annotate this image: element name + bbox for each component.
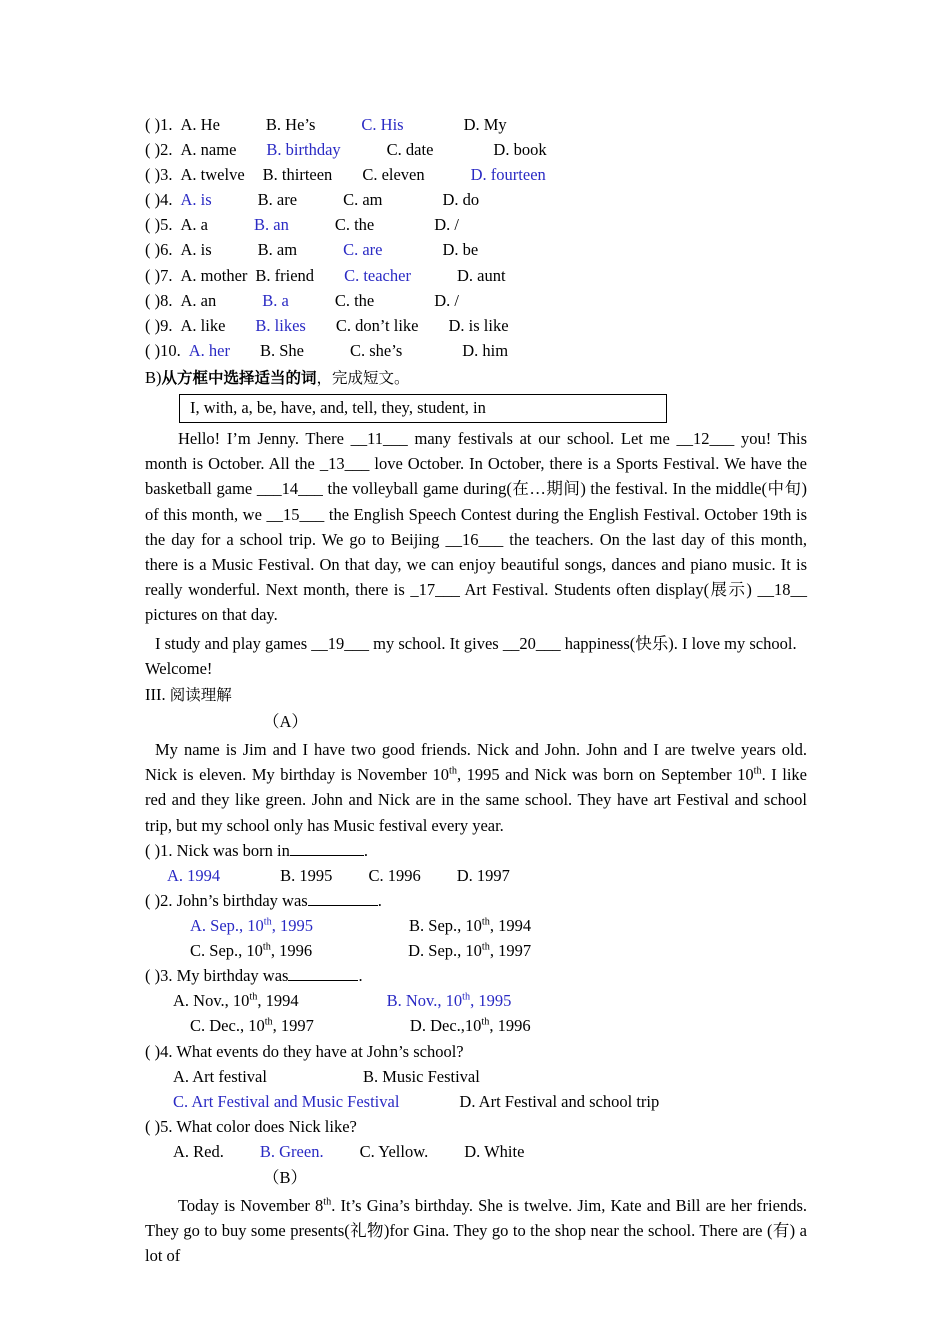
mc-row-1 (145, 112, 807, 137)
question-number: ( )3. (145, 966, 173, 986)
word-bank-list: I, with, a, be, have, and, tell, they, student, in (190, 397, 486, 417)
mc-option-d[interactable]: D. / (434, 215, 460, 235)
part-b-instruction-cn-1: 从方框中 (161, 368, 224, 387)
mc-option-a[interactable]: A. a (180, 215, 208, 235)
option-b[interactable]: B. 1995 (280, 865, 333, 885)
mc-option-a[interactable]: A. name (180, 140, 237, 160)
option-c[interactable]: C. Dec., 10th, 1997 (190, 1016, 314, 1036)
mc-option-c[interactable]: C. teacher (344, 265, 411, 285)
option-d[interactable]: D. Dec.,10th, 1996 (409, 1016, 531, 1036)
answer-blank[interactable] (290, 841, 364, 856)
question-stem: John’s birthday was (176, 890, 308, 910)
mc-option-d[interactable]: D. be (442, 240, 479, 260)
passage-a-question-3 (145, 963, 807, 988)
page-content (145, 112, 807, 1269)
passage-b-text (145, 1193, 807, 1269)
option-a[interactable]: A. Sep., 10th, 1995 (190, 916, 313, 936)
passage-b-text-2: . It’s Gina’s birthday. She is twelve. Jim, Kate and Bill are her friends. They go to buy some presents(礼物)for Gina. They go to the shop near the school. There are (有) a lot of (145, 1196, 807, 1266)
mc-number: ( )9. (145, 315, 173, 335)
mc-option-a[interactable]: A. He (180, 115, 220, 134)
passage-a-question-1-options (145, 863, 807, 888)
mc-option-a[interactable]: A. her (188, 340, 230, 360)
section-three-heading (145, 682, 807, 708)
question-stem: Nick was born in (176, 840, 290, 860)
option-d[interactable]: D. Art Festival and school trip (459, 1091, 660, 1111)
passage-a-question-5-options (145, 1139, 807, 1164)
word-bank-box (179, 394, 667, 423)
option-a[interactable]: A. 1994 (167, 865, 221, 885)
option-a[interactable]: A. Art festival (173, 1066, 267, 1086)
mc-number: ( )5. (145, 215, 173, 235)
part-b-prefix: B) (145, 367, 162, 387)
option-d[interactable]: D. Sep., 10th, 1997 (408, 941, 532, 961)
option-a[interactable]: A. Red. (173, 1141, 224, 1161)
mc-option-b[interactable]: B. are (257, 190, 298, 210)
question-stem-end: . (358, 966, 363, 986)
mc-option-c[interactable]: C. am (343, 190, 383, 210)
mc-option-b[interactable]: B. a (262, 290, 289, 310)
mc-option-c[interactable]: C. the (334, 290, 375, 310)
passage-a-label: （A） (263, 711, 308, 731)
option-b[interactable]: B. Music Festival (362, 1066, 480, 1086)
mc-option-a[interactable]: A. is (180, 240, 212, 260)
mc-option-b[interactable]: B. She (259, 340, 304, 360)
mc-option-d[interactable]: D. book (493, 140, 547, 160)
mc-option-c[interactable]: C. eleven (362, 165, 425, 185)
mc-option-a[interactable]: A. is (180, 190, 212, 210)
mc-number: ( )7. (145, 265, 173, 285)
question-stem-end: . (377, 890, 382, 910)
passage-a-question-3-options-row1 (145, 988, 807, 1013)
question-number: ( )4. (145, 1041, 173, 1061)
mc-row-6 (145, 237, 807, 262)
option-b[interactable]: B. Sep., 10th, 1994 (409, 916, 532, 936)
mc-option-c[interactable]: C. are (343, 240, 383, 260)
mc-row-7 (145, 263, 807, 288)
mc-option-c[interactable]: C. she’s (350, 340, 403, 360)
passage-a-question-2-options-row1 (145, 913, 807, 938)
part-b-instruction-cn-2: ，完成短文。 (316, 368, 410, 387)
section-three-number: III. (145, 684, 166, 704)
question-number: ( )5. (145, 1116, 173, 1136)
passage-a-text (145, 737, 807, 838)
mc-row-2 (145, 137, 807, 162)
option-c[interactable]: C. Sep., 10th, 1996 (190, 941, 313, 961)
cloze-paragraph-1: Hello! I’m Jenny. There __11___ many festivals at our school. Let me __12___ you! This month is October. All the _13___ love October. In October, there is a Sports Festival. We have the basketball game ___14___ the volleyball game during(在…期间) the festival. In the middle(中旬) of this month, we __15___ the English Speech Contest during the English Festival. October 19th is the day for a school trip. We go to Beijing __16___ the teachers. On the last day of this month, there is a Music Festival. On that day, we can enjoy beautiful songs, dances and piano music. It is really wonderful. Next month, there is _17___ Art Festival. Students often display(展示) __18__ pictures on that day. (145, 428, 807, 625)
mc-option-d[interactable]: D. My (463, 115, 507, 134)
mc-number: ( )2. (145, 140, 173, 160)
mc-row-3 (145, 162, 807, 187)
mc-option-d[interactable]: D. fourteen (470, 165, 546, 185)
mc-option-c[interactable]: C. the (334, 215, 375, 235)
passage-a-sup-2: th (753, 765, 762, 777)
mc-number: ( )10. (145, 340, 181, 360)
passage-b-sup-1: th (323, 1196, 332, 1208)
option-c[interactable]: C. 1996 (368, 865, 421, 885)
question-stem: What color does Nick like? (176, 1116, 357, 1136)
mc-number: ( )8. (145, 290, 173, 310)
passage-a-question-5 (145, 1114, 807, 1139)
mc-row-8 (145, 288, 807, 313)
question-number: ( )2. (145, 890, 173, 910)
passage-a-sup-1: th (448, 765, 457, 777)
mc-number: ( )1. (145, 115, 173, 134)
option-c[interactable]: C. Art Festival and Music Festival (173, 1091, 400, 1111)
mc-row-9 (145, 313, 807, 338)
passage-a-question-4 (145, 1039, 807, 1064)
passage-a-question-2-options-row2 (145, 938, 807, 963)
answer-blank[interactable] (308, 891, 378, 906)
passage-b-label: （B） (263, 1168, 308, 1187)
mc-option-d[interactable]: D. / (434, 290, 460, 310)
passage-a-question-3-options-row2 (145, 1013, 807, 1038)
question-number: ( )1. (145, 840, 173, 860)
mc-option-b[interactable]: B. an (254, 215, 289, 235)
part-b-instruction-cn-bold: 选择适当的词 (223, 368, 317, 387)
mc-option-c[interactable]: C. His (361, 115, 404, 134)
mc-option-a[interactable]: A. an (180, 290, 217, 310)
passage-b-text-1: Today is November 8 (178, 1196, 324, 1215)
question-stem: What events do they have at John’s school? (176, 1041, 464, 1061)
part-b-instruction (145, 365, 807, 391)
mc-option-b[interactable]: B. likes (255, 315, 306, 335)
answer-blank[interactable] (288, 966, 358, 981)
mc-option-c[interactable]: C. don’t like (335, 315, 419, 335)
mc-option-a[interactable]: A. twelve (180, 165, 245, 185)
mc-row-10 (145, 338, 807, 363)
passage-a-question-2 (145, 888, 807, 913)
mc-number: ( )4. (145, 190, 173, 210)
mc-number: ( )3. (145, 165, 173, 185)
mc-option-a[interactable]: A. mother (180, 265, 248, 285)
passage-a-question-1 (145, 838, 807, 863)
mc-option-d[interactable]: D. do (442, 190, 480, 210)
mc-option-d[interactable]: D. him (462, 340, 509, 360)
passage-a-question-4-options-row1 (145, 1064, 807, 1089)
mc-option-b[interactable]: B. thirteen (262, 165, 333, 185)
mc-option-a[interactable]: A. like (180, 315, 226, 335)
passage-a-text-1: My name is Jim and I have two good friends. Nick and John. John and I are twelve years old. Nick is eleven. My birthday is November 10 (145, 739, 807, 785)
mc-row-4 (145, 187, 807, 212)
option-d[interactable]: D. White (464, 1141, 525, 1161)
option-a[interactable]: A. Nov., 10th, 1994 (173, 991, 299, 1011)
question-stem: My birthday was (176, 966, 289, 986)
mc-row-5 (145, 212, 807, 237)
multiple-choice-section (145, 112, 807, 363)
passage-a-text-3: . I like red and they like green. John and Nick are in the same school. They have art Festival and school trip, but my school only has Music festival every year. (145, 765, 807, 835)
mc-option-d[interactable]: D. aunt (456, 265, 506, 285)
cloze-paragraph-2: I study and play games __19___ my school. It gives __20___ happiness(快乐). I love my school. Welcome! (145, 633, 797, 678)
option-d[interactable]: D. 1997 (456, 865, 510, 885)
option-c[interactable]: C. Yellow. (359, 1141, 429, 1161)
mc-option-b[interactable]: B. birthday (266, 140, 341, 160)
option-b[interactable]: B. Nov., 10th, 1995 (386, 991, 512, 1011)
mc-option-b[interactable]: B. He’s (265, 115, 316, 134)
mc-option-d[interactable]: D. is like (448, 315, 509, 335)
mc-option-b[interactable]: B. am (257, 240, 298, 260)
passage-a-question-4-options-row2 (145, 1089, 807, 1114)
section-three-title: 阅读理解 (169, 685, 232, 704)
question-stem-end: . (363, 840, 368, 860)
mc-option-b[interactable]: B. friend (255, 265, 315, 285)
passage-a-text-2: , 1995 and Nick was born on September 10 (456, 765, 754, 785)
mc-option-c[interactable]: C. date (386, 140, 434, 160)
option-b[interactable]: B. Green. (259, 1141, 324, 1161)
mc-number: ( )6. (145, 240, 173, 260)
